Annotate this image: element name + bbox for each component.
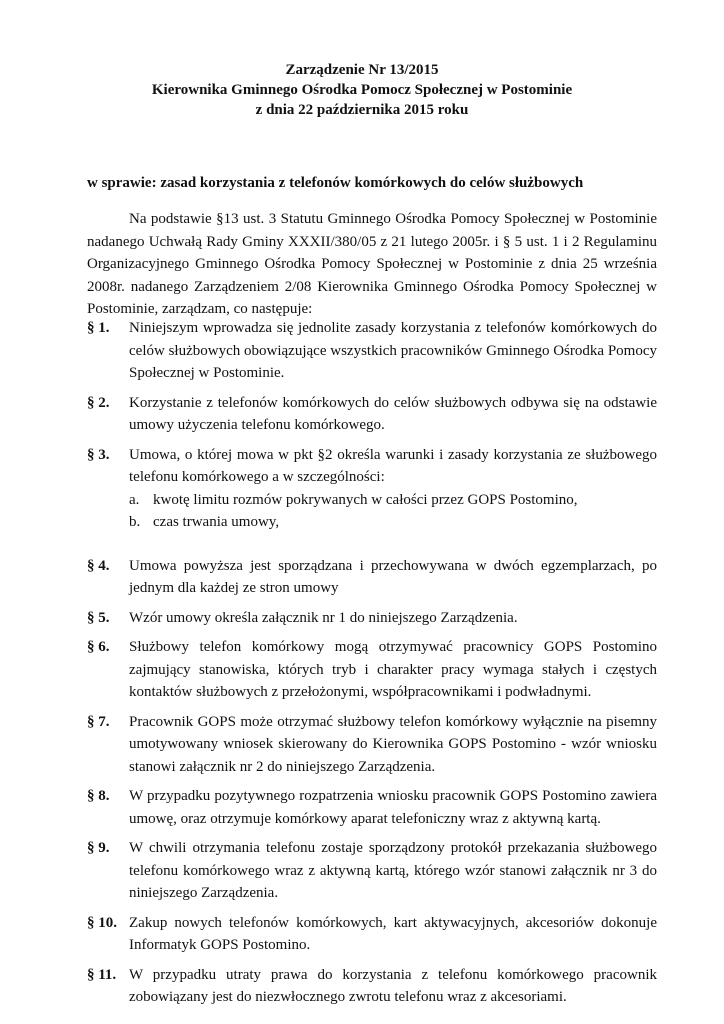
paragraph-number: § 5. xyxy=(87,609,110,626)
paragraph-number: § 9. xyxy=(87,840,110,856)
paragraph-text: Pracownik GOPS może otrzymać służbowy telefon komórkowy wyłącznie na pisemny umotywowany wniosek skierowany do Kierownika GOPS Postomino - wzór wniosku stanowi załącznik nr 2 do niniejszego Zarządzenia. xyxy=(129,713,657,775)
document-issuer: Kierownika Gminnego Ośrodka Pomocz Społecznej w Postominie xyxy=(151,82,573,98)
paragraph-2 xyxy=(87,392,657,437)
document-title: Zarządzenie Nr 13/2015 xyxy=(285,62,439,78)
paragraph-text: Służbowy telefon komórkowy mogą otrzymywać pracownicy GOPS Postomino zajmujący stanowiska, których tryb i charakter pracy wymaga stałych i częstych kontaktów służbowych z przełożonymi, współpracownikami i podwładnymi. xyxy=(129,639,657,700)
sub-item-list xyxy=(129,489,657,534)
paragraph-10 xyxy=(87,912,657,957)
paragraph-3 xyxy=(87,444,657,548)
paragraph-text: Niniejszym wprowadza się jednolite zasady korzystania z telefonów komórkowych do celów służbowych obowiązujące wszystkich pracowników Gminnego Ośrodka Pomocy Społecznej w Postominie. xyxy=(129,320,657,381)
paragraph-text: Korzystanie z telefonów komórkowych do celów służbowych odbywa się na odstawie umowy użyczenia telefonu komórkowego. xyxy=(129,394,657,433)
paragraph-number: § 7. xyxy=(87,713,110,730)
paragraph-text: W przypadku utraty prawa do korzystania z telefonu komórkowego pracownik zobowiązany jest do niezwłocznego zwrotu telefonu wraz z akcesoriami. xyxy=(129,966,657,1005)
sub-item xyxy=(129,511,657,534)
paragraph-6 xyxy=(87,636,657,704)
paragraph-text: Wzór umowy określa załącznik nr 1 do niniejszego Zarządzenia. xyxy=(129,609,518,626)
paragraph-1 xyxy=(87,317,657,385)
paragraph-number: § 4. xyxy=(87,557,110,574)
paragraph-text: W przypadku pozytywnego rozpatrzenia wniosku pracownik GOPS Postomino zawiera umowę, oraz otrzymuje komórkowy aparat telefoniczny wraz z aktywną kartą. xyxy=(129,788,657,827)
sub-item-letter: b. xyxy=(129,514,141,530)
paragraph-text: Umowa, o której mowa w pkt §2 określa warunki i zasady korzystania ze służbowego telefonu komórkowego a w szczególności: xyxy=(129,446,657,485)
paragraph-number: § 11. xyxy=(87,966,117,983)
paragraph-text: Zakup nowych telefonów komórkowych, kart aktywacyjnych, akcesoriów dokonuje Informatyk GOPS Postomino. xyxy=(129,914,657,953)
document-subject: w sprawie: zasad korzystania z telefonów komórkowych do celów służbowych xyxy=(87,175,584,191)
paragraph-number: § 3. xyxy=(87,446,110,463)
paragraph-4 xyxy=(87,555,657,600)
paragraph-number: § 6. xyxy=(87,639,110,655)
paragraph-number: § 1. xyxy=(87,320,110,336)
legal-basis-intro: Na podstawie §13 ust. 3 Statutu Gminnego Ośrodka Pomocy Społecznej w Postominie nadanego Uchwałą Rady Gminy XXXII/380/05 z 21 lutego 2005r. i § 5 ust. 1 i 2 Regulaminu Organizacyjnego Gminnego Ośrodka Pomocy Społecznej w Postominie z dnia 25 września 2008r. nadanego Zarządzeniem 2/08 Kierownika Gminnego Ośrodka Pomocy Społecznej w Postominie, zarządzam, co następuje: xyxy=(87,211,657,317)
spacer xyxy=(129,534,657,548)
paragraph-list xyxy=(87,317,657,1016)
sub-item-letter: a. xyxy=(129,491,140,508)
paragraph-9 xyxy=(87,837,657,905)
sub-item-text: czas trwania umowy, xyxy=(153,514,280,530)
paragraph-11 xyxy=(87,964,657,1009)
paragraph-body xyxy=(129,444,657,548)
document-header xyxy=(0,60,724,120)
sub-item xyxy=(129,489,657,512)
sub-item-text: kwotę limitu rozmów pokrywanych w całości przez GOPS Postomino, xyxy=(153,491,578,508)
paragraph-number: § 8. xyxy=(87,788,110,804)
paragraph-number: § 10. xyxy=(87,914,117,931)
paragraph-5 xyxy=(87,607,657,630)
document-date: z dnia 22 października 2015 roku xyxy=(255,102,469,118)
paragraph-8 xyxy=(87,785,657,830)
paragraph-text: W chwili otrzymania telefonu zostaje sporządzony protokół przekazania służbowego telefonu komórkowego wraz z aktywną kartą, którego wzór stanowi załącznik nr 3 do niniejszego Zarządzenia. xyxy=(129,840,657,901)
paragraph-number: § 2. xyxy=(87,394,110,411)
paragraph-text: Umowa powyższa jest sporządzana i przechowywana w dwóch egzemplarzach, po jednym dla każdej ze stron umowy xyxy=(129,557,657,596)
paragraph-7 xyxy=(87,711,657,779)
